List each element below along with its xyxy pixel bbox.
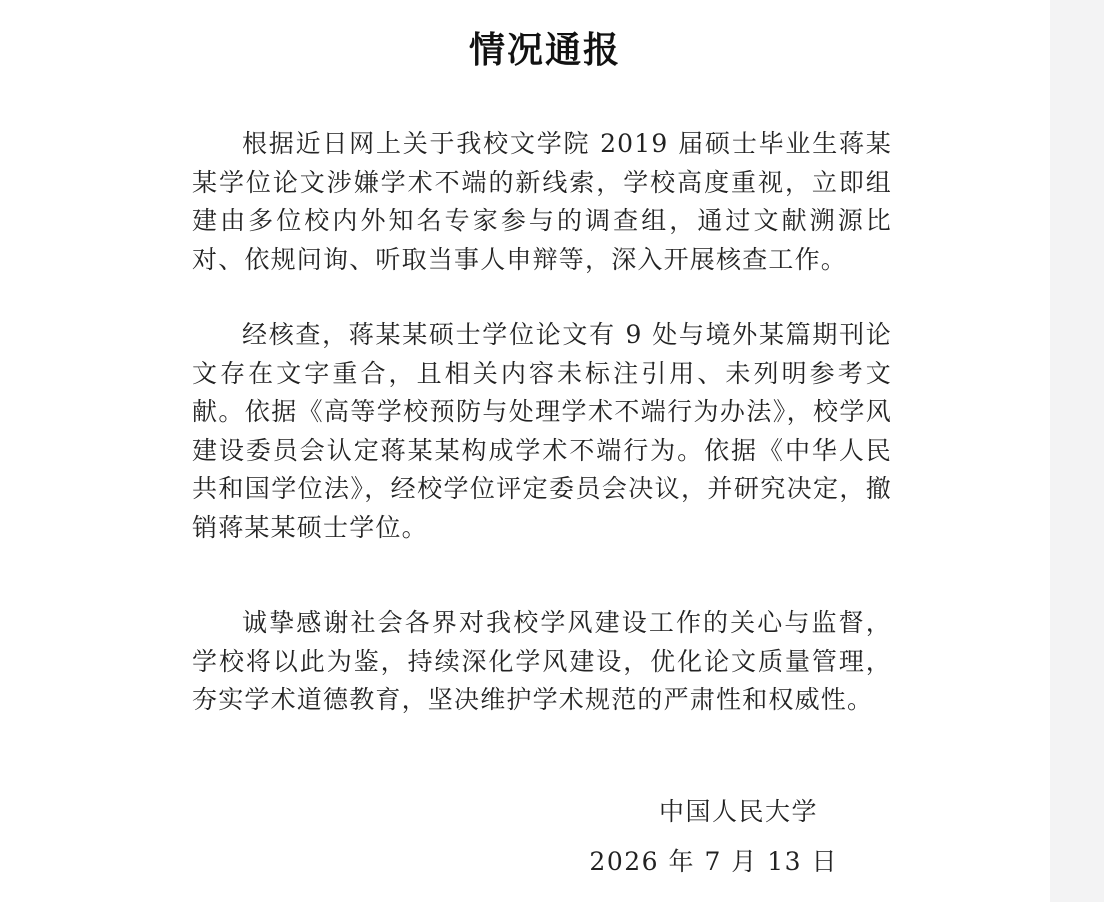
paragraph-findings: 经核查，蒋某某硕士学位论文有 9 处与境外某篇期刊论文存在文字重合，且相关内容未标注引用、未列明参考文献。依据《高等学校预防与处理学术不端行为办法》，校学风建设委员会认定蒋某某构成学术不端行为。依据《中华人民共和国学位法》，经校学位评定委员会决议，并研究决定，撤销蒋某某硕士学位。	[192, 320, 892, 542]
paragraph-investigation: 根据近日网上关于我校文学院 2019 届硕士毕业生蒋某某学位论文涉嫌学术不端的新线索，学校高度重视，立即组建由多位校内外知名专家参与的调查组，通过文献溯源比对、依规问询、听取当事人申辩等，深入开展核查工作。	[192, 129, 892, 274]
document-title: 情况通报	[468, 30, 621, 71]
paragraph-thanks: 诚挚感谢社会各界对我校学风建设工作的关心与监督，学校将以此为鉴，持续深化学风建设，优化论文质量管理，夯实学术道德教育，坚决维护学术规范的严肃性和权威性。	[192, 608, 892, 714]
signature-date: 2026 年 7 月 13 日	[589, 847, 838, 876]
signature-organization: 中国人民大学	[658, 797, 818, 826]
scrollbar-gutter[interactable]	[1050, 0, 1104, 902]
